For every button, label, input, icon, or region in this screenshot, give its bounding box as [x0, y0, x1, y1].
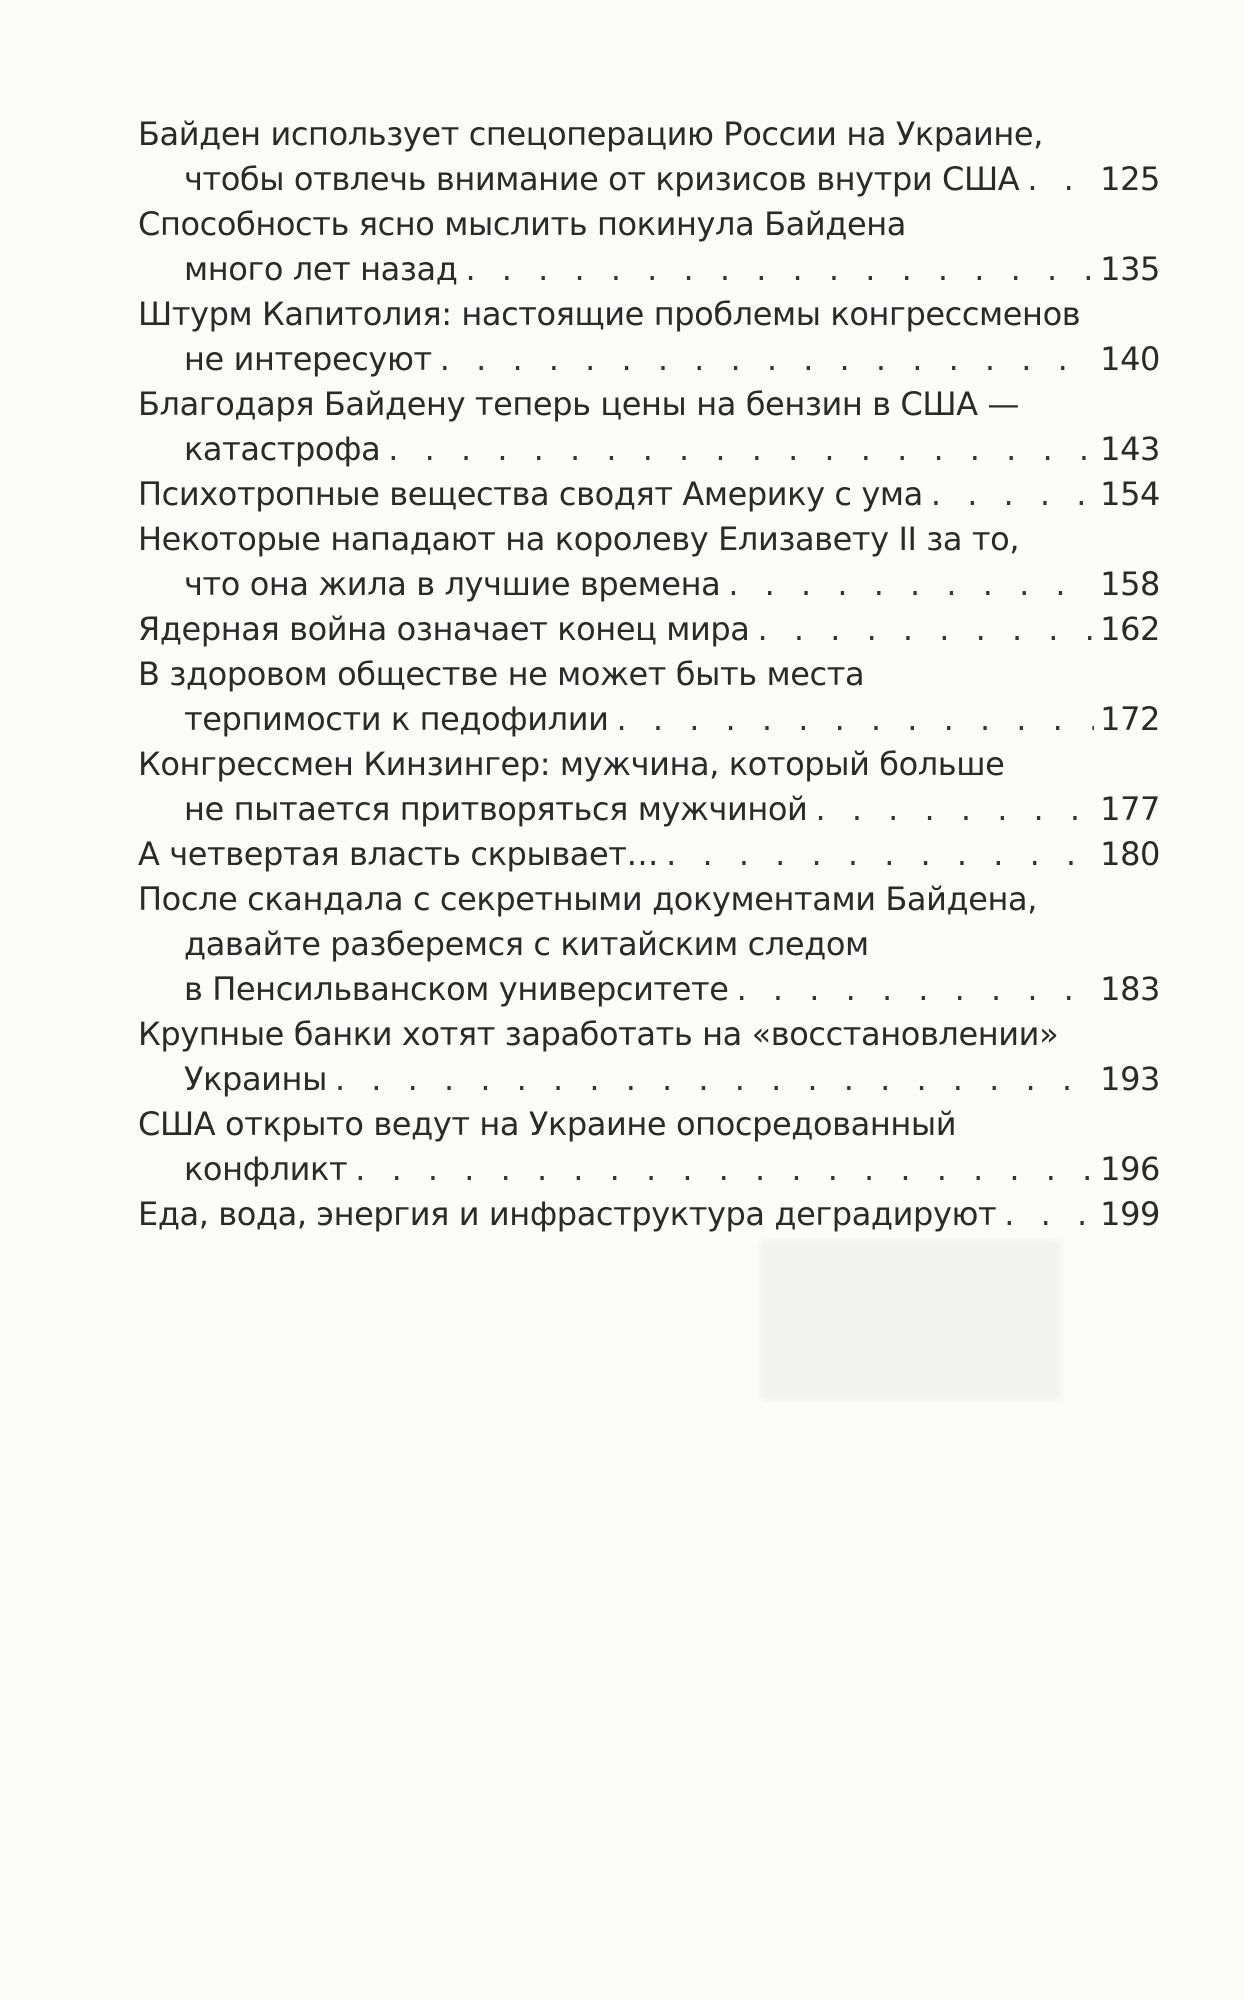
toc-entry-line: [138, 382, 1160, 427]
toc-page-number: 193: [1100, 1060, 1160, 1098]
toc-entry-last-line: [138, 967, 1160, 1012]
toc-entry-title-text: терпимости к педофилии: [184, 700, 609, 738]
toc-entry-last-line: [138, 472, 1160, 517]
toc-page-number: 172: [1100, 700, 1160, 738]
toc-entry: [138, 607, 1160, 652]
dot-leader: [617, 697, 1095, 742]
toc-page-number: 158: [1100, 565, 1160, 603]
dot-leader: [758, 607, 1095, 652]
toc-entry-title-text: конфликт: [184, 1150, 348, 1188]
toc-page-number: 135: [1100, 250, 1160, 288]
toc-entry: [138, 832, 1160, 877]
dot-leader: [440, 337, 1094, 382]
toc-entry-last-line: [138, 697, 1160, 742]
toc-entry: [138, 877, 1160, 1012]
toc-entry: [138, 1012, 1160, 1102]
table-of-contents: [138, 112, 1160, 1237]
toc-page-number: 177: [1100, 790, 1160, 828]
toc-entry-title-text: что она жила в лучшие времена: [184, 565, 721, 603]
toc-entry: [138, 112, 1160, 202]
toc-entry-title-text: Штурм Капитолия: настоящие проблемы конгрессменов: [138, 295, 1081, 333]
toc-page-number: 125: [1100, 160, 1160, 198]
toc-page-number: 143: [1100, 430, 1160, 468]
toc-entry-title-text: Украины: [184, 1060, 327, 1098]
toc-entry-title-text: чтобы отвлечь внимание от кризисов внутри США: [184, 160, 1020, 198]
dot-leader: [666, 832, 1094, 877]
toc-entry-line: [138, 292, 1160, 337]
toc-entry-title-text: Байден использует спецоперацию России на Украине,: [138, 115, 1043, 153]
toc-entry-line: [138, 112, 1160, 157]
toc-entry-title-text: Еда, вода, энергия и инфраструктура деградируют: [138, 1195, 997, 1233]
toc-entry: [138, 202, 1160, 292]
toc-entry-line: [138, 652, 1160, 697]
toc-entry-line: [138, 742, 1160, 787]
toc-entry-last-line: [138, 607, 1160, 652]
toc-entry-title-text: Некоторые нападают на королеву Елизавету II за то,: [138, 520, 1020, 558]
dot-leader: [465, 247, 1094, 292]
dot-leader: [737, 967, 1095, 1012]
toc-page-number: 180: [1100, 835, 1160, 873]
toc-entry-title-text: После скандала с секретными документами Байдена,: [138, 880, 1038, 918]
toc-page-number: 199: [1100, 1195, 1160, 1233]
toc-entry-last-line: [138, 1147, 1160, 1192]
toc-entry-last-line: [138, 1057, 1160, 1102]
toc-entry-last-line: [138, 1192, 1160, 1237]
toc-entry: [138, 1192, 1160, 1237]
toc-entry-last-line: [138, 247, 1160, 292]
toc-entry: [138, 472, 1160, 517]
dot-leader: [335, 1057, 1094, 1102]
toc-entry-title-text: давайте разберемся с китайским следом: [184, 925, 869, 963]
toc-entry-title-text: В здоровом обществе не может быть места: [138, 655, 865, 693]
toc-entry-line: [138, 922, 1160, 967]
toc-entry: [138, 292, 1160, 382]
toc-entry-title-text: много лет назад: [184, 250, 458, 288]
toc-entry-last-line: [138, 562, 1160, 607]
toc-page-number: 140: [1100, 340, 1160, 378]
toc-entry-title-text: Психотропные вещества сводят Америку с ума: [138, 475, 923, 513]
toc-entry-line: [138, 877, 1160, 922]
toc-entry-last-line: [138, 337, 1160, 382]
toc-entry-title-text: США открыто ведут на Украине опосредованный: [138, 1105, 957, 1143]
dot-leader: [728, 562, 1094, 607]
dot-leader: [388, 427, 1094, 472]
dot-leader: [931, 472, 1094, 517]
toc-entry-title-text: Ядерная война означает конец мира: [138, 610, 750, 648]
toc-entry-title-text: Способность ясно мыслить покинула Байдена: [138, 205, 906, 243]
toc-entry-title-text: не интересуют: [184, 340, 432, 378]
dot-leader: [815, 787, 1094, 832]
toc-entry-last-line: [138, 787, 1160, 832]
toc-entry-title-text: Конгрессмен Кинзингер: мужчина, который больше: [138, 745, 1005, 783]
toc-page-number: 183: [1100, 970, 1160, 1008]
toc-entry-title-text: катастрофа: [184, 430, 381, 468]
show-through-smudge: [760, 1240, 1060, 1400]
toc-entry-last-line: [138, 427, 1160, 472]
toc-entry-line: [138, 517, 1160, 562]
toc-entry: [138, 742, 1160, 832]
toc-entry-line: [138, 202, 1160, 247]
toc-entry: [138, 382, 1160, 472]
toc-entry: [138, 652, 1160, 742]
toc-page-number: 162: [1100, 610, 1160, 648]
toc-page-number: 154: [1100, 475, 1160, 513]
toc-entry-title-text: не пытается притворяться мужчиной: [184, 790, 808, 828]
toc-entry-title-text: Крупные банки хотят заработать на «восстановлении»: [138, 1015, 1059, 1053]
dot-leader: [1027, 157, 1094, 202]
toc-entry-last-line: [138, 832, 1160, 877]
toc-entry-line: [138, 1012, 1160, 1057]
dot-leader: [1004, 1192, 1094, 1237]
dot-leader: [355, 1147, 1094, 1192]
toc-entry-title-text: в Пенсильванском университете: [184, 970, 729, 1008]
toc-page-number: 196: [1100, 1150, 1160, 1188]
toc-entry-line: [138, 1102, 1160, 1147]
toc-entry-title-text: Благодаря Байдену теперь цены на бензин в США —: [138, 385, 1019, 423]
toc-entry: [138, 517, 1160, 607]
toc-entry-title-text: А четвертая власть скрывает…: [138, 835, 659, 873]
toc-entry-last-line: [138, 157, 1160, 202]
toc-entry: [138, 1102, 1160, 1192]
